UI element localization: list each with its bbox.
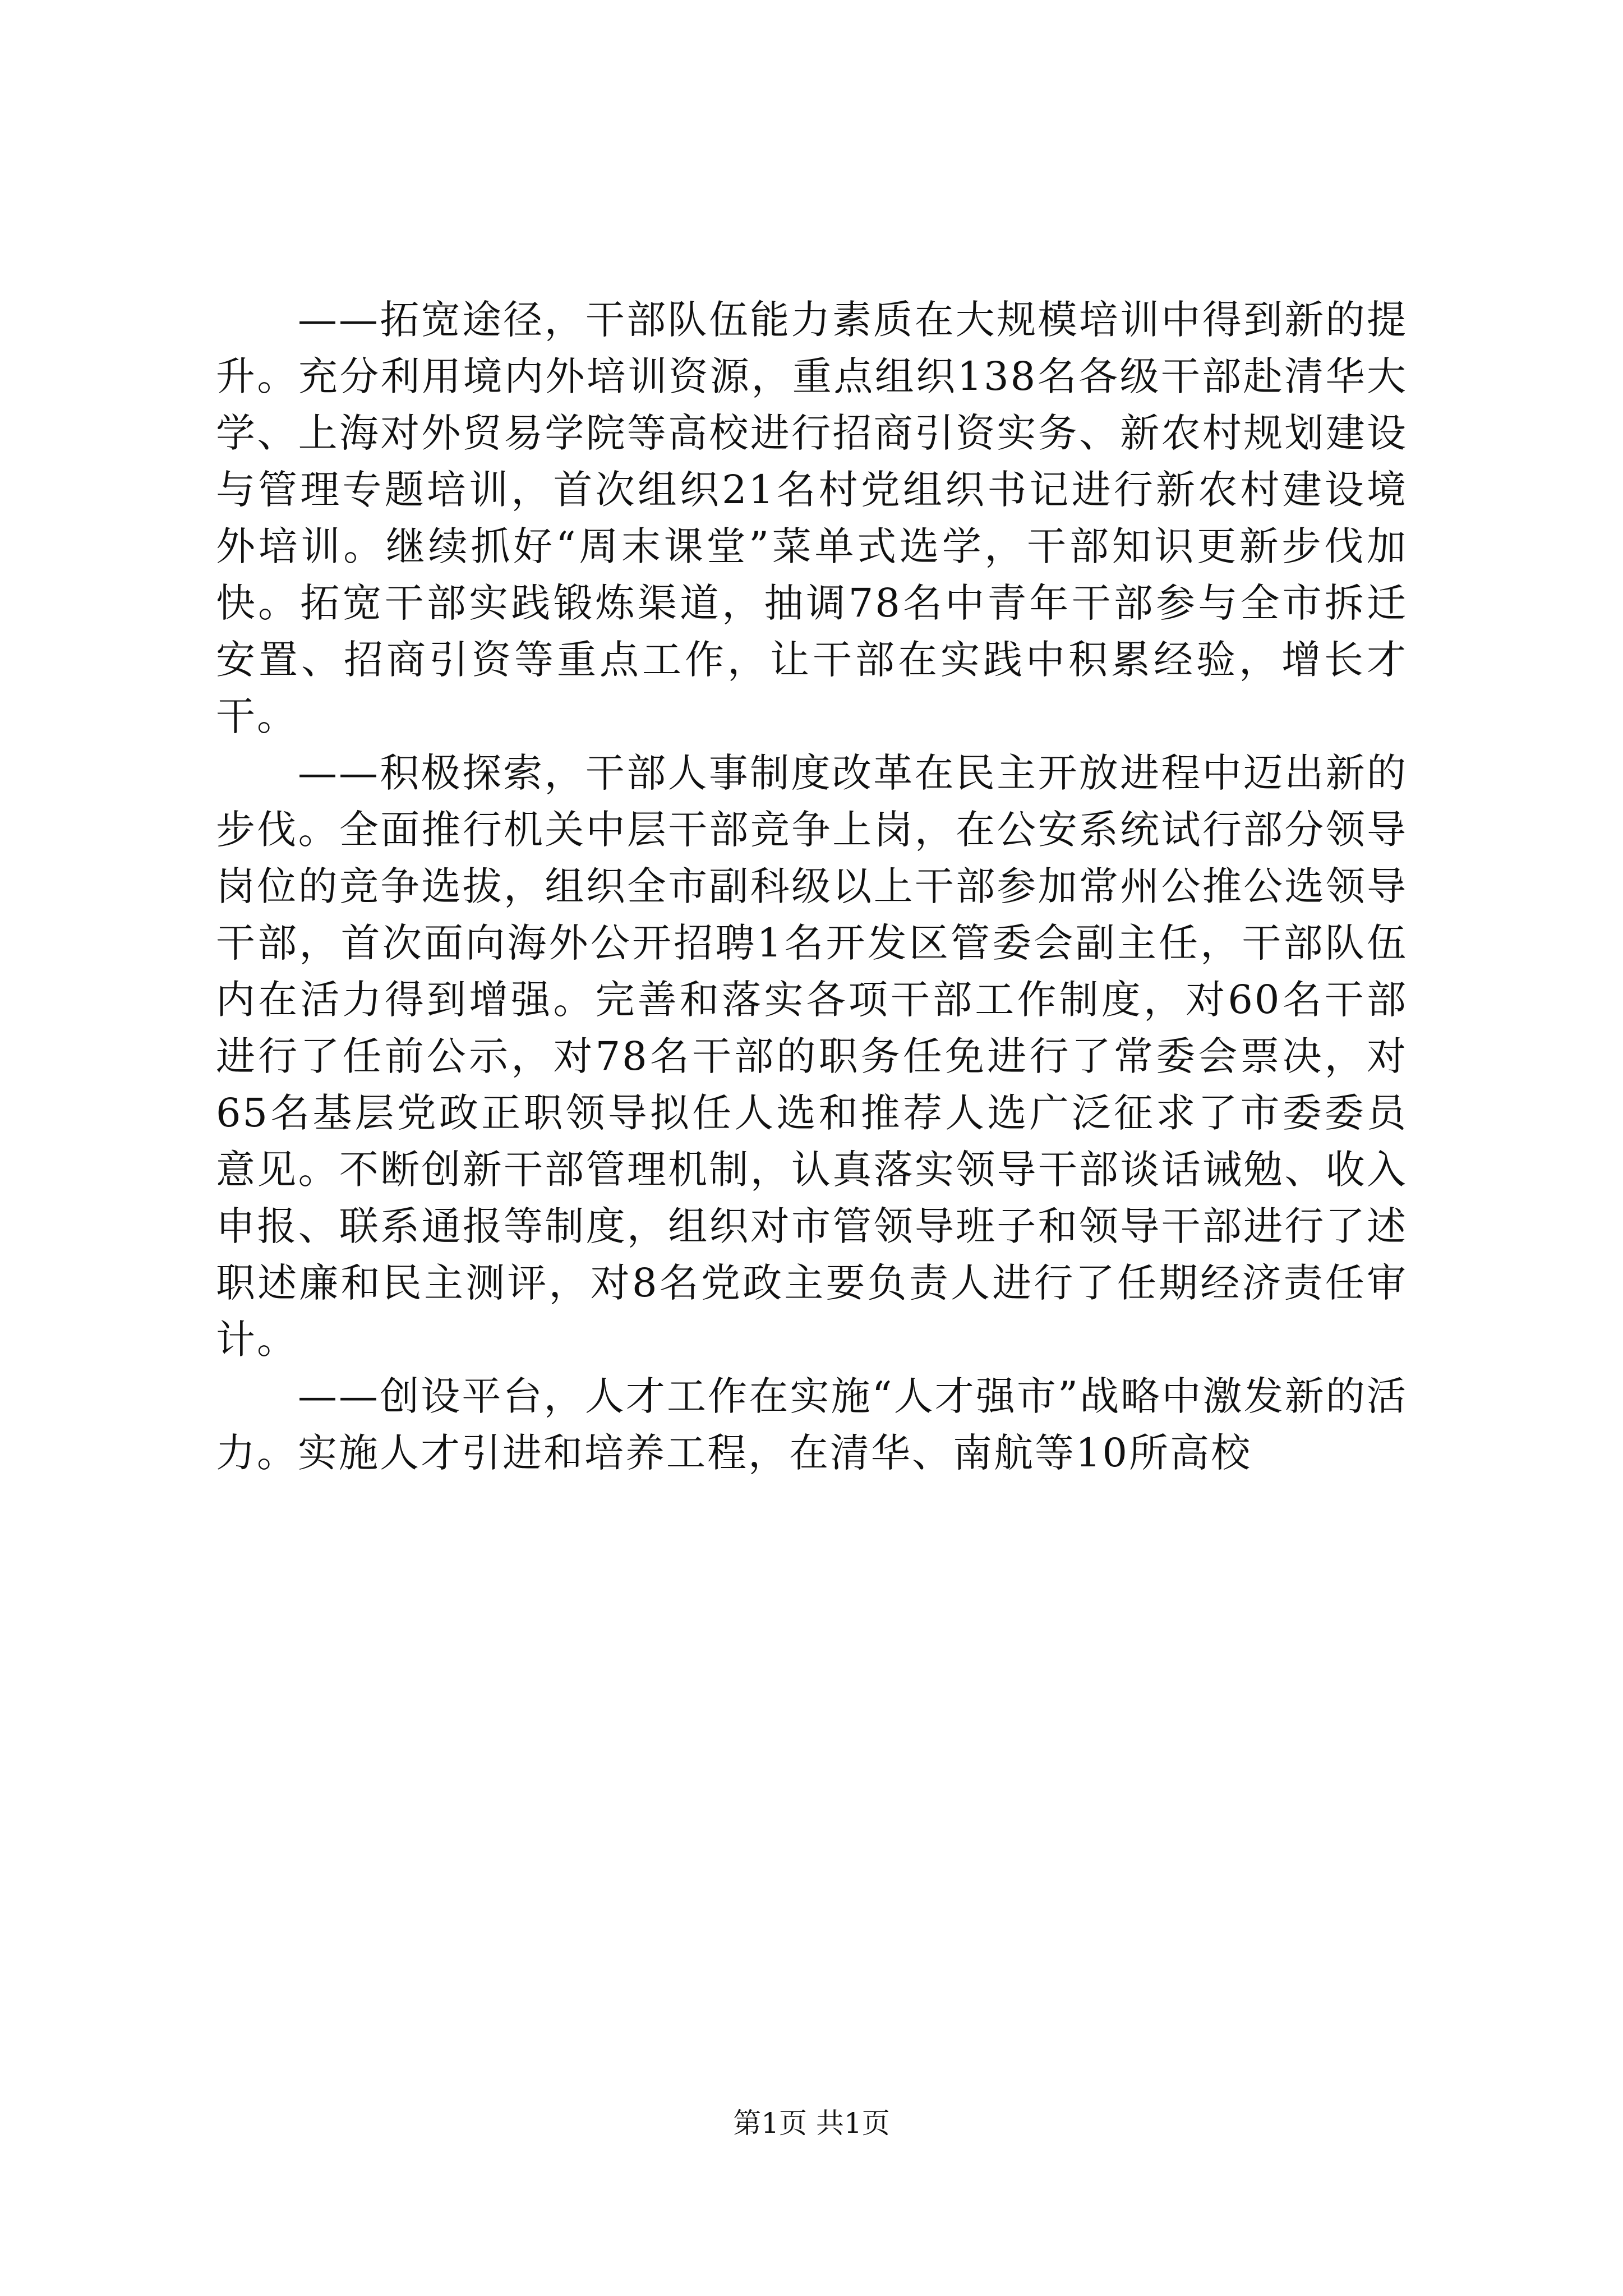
- paragraph-training: ——拓宽途径，干部队伍能力素质在大规模培训中得到新的提升。充分利用境内外培训资源，重点组织138名各级干部赴清华大学、上海对外贸易学院等高校进行招商引资实务、新农村规划建设与管理专题培训，首次组织21名村党组织书记进行新农村建设境外培训。继续抓好“周末课堂”菜单式选学，干部知识更新步伐加快。拓宽干部实践锻炼渠道，抽调78名中青年干部参与全市拆迁安置、招商引资等重点工作，让干部在实践中积累经验，增长才干。: [216, 297, 1408, 739]
- page-footer: 第1页 共1页: [733, 2107, 890, 2139]
- paragraph-talent-work: ——创设平台，人才工作在实施“人才强市”战略中激发新的活力。实施人才引进和培养工程，在清华、南航等10所高校: [216, 1373, 1408, 1476]
- paragraph-personnel-reform: ——积极探索，干部人事制度改革在民主开放进程中迈出新的步伐。全面推行机关中层干部竞争上岗，在公安系统试行部分领导岗位的竞争选拔，组织全市副科级以上干部参加常州公推公选领导干部，首次面向海外公开招聘1名开发区管委会副主任，干部队伍内在活力得到增强。完善和落实各项干部工作制度，对60名干部进行了任前公示，对78名干部的职务任免进行了常委会票决，对65名基层党政正职领导拟任人选和推荐人选广泛征求了市委委员意见。不断创新干部管理机制，认真落实领导干部谈话诫勉、收入申报、联系通报等制度，组织对市管领导班子和领导干部进行了述职述廉和民主测评，对8名党政主要负责人进行了任期经济责任审计。: [216, 750, 1408, 1363]
- document-body: [216, 292, 1408, 1481]
